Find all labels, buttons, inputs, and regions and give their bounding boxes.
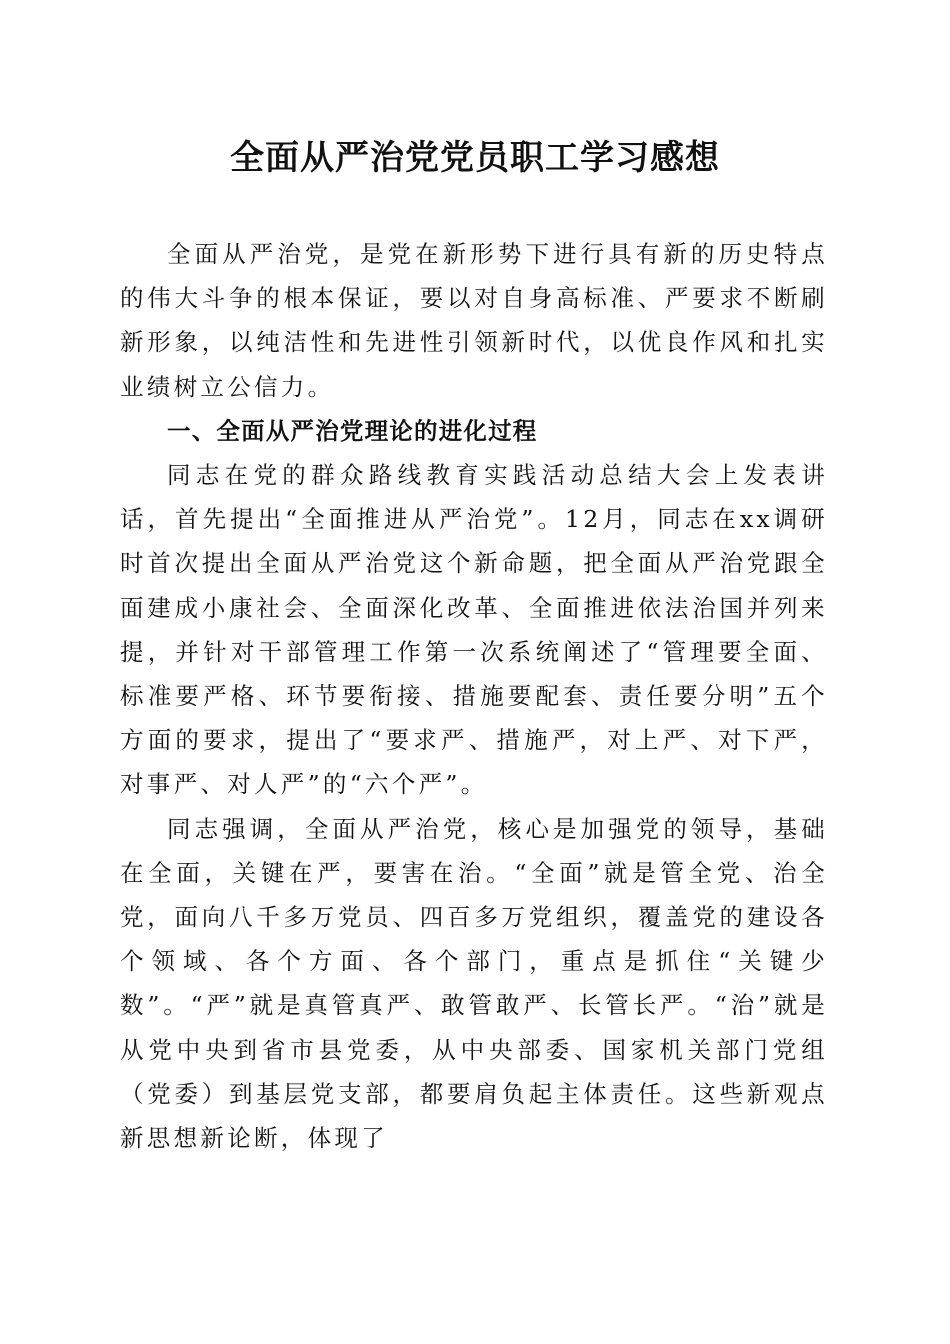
document-body — [120, 232, 828, 1160]
intro-paragraph: 全面从严治党，是党在新形势下进行具有新的历史特点的伟大斗争的根本保证，要以对自身高标准、严要求不断刷新形象，以纯洁性和先进性引领新时代，以优良作风和扎实业绩树立公信力。 — [120, 240, 828, 401]
section-paragraph-2: 同志强调，全面从严治党，核心是加强党的领导，基础在全面，关键在严，要害在治。“全面”就是管全党、治全党，面向八千多万党员、四百多万党组织，覆盖党的建设各个领域、各个方面、各个部门，重点是抓住“关键少数”。“严”就是真管真严、敢管敢严、长管长严。“治”就是从党中央到省市县党委，从中央部委、国家机关部门党组（党委）到基层党支部，都要肩负起主体责任。这些新观点新思想新论断，体现了 — [120, 814, 828, 1153]
document-title: 全面从严治党党员职工学习感想 — [230, 138, 720, 178]
section-paragraph-1: 同志在党的群众路线教育实践活动总结大会上发表讲话，首先提出“全面推进从严治党”。12月，同志在xx调研时首次提出全面从严治党这个新命题，把全面从严治党跟全面建成小康社会、全面深化改革、全面推进依法治国并列来提，并针对干部管理工作第一次系统阐述了“管理要全面、标准要严格、环节要衔接、措施要配套、责任要分明”五个方面的要求，提出了“要求严、措施严，对上严、对下严，对事严、对人严”的“六个严”。 — [120, 461, 828, 799]
section-heading: 一、全面从严治党理论的进化过程 — [167, 416, 538, 445]
